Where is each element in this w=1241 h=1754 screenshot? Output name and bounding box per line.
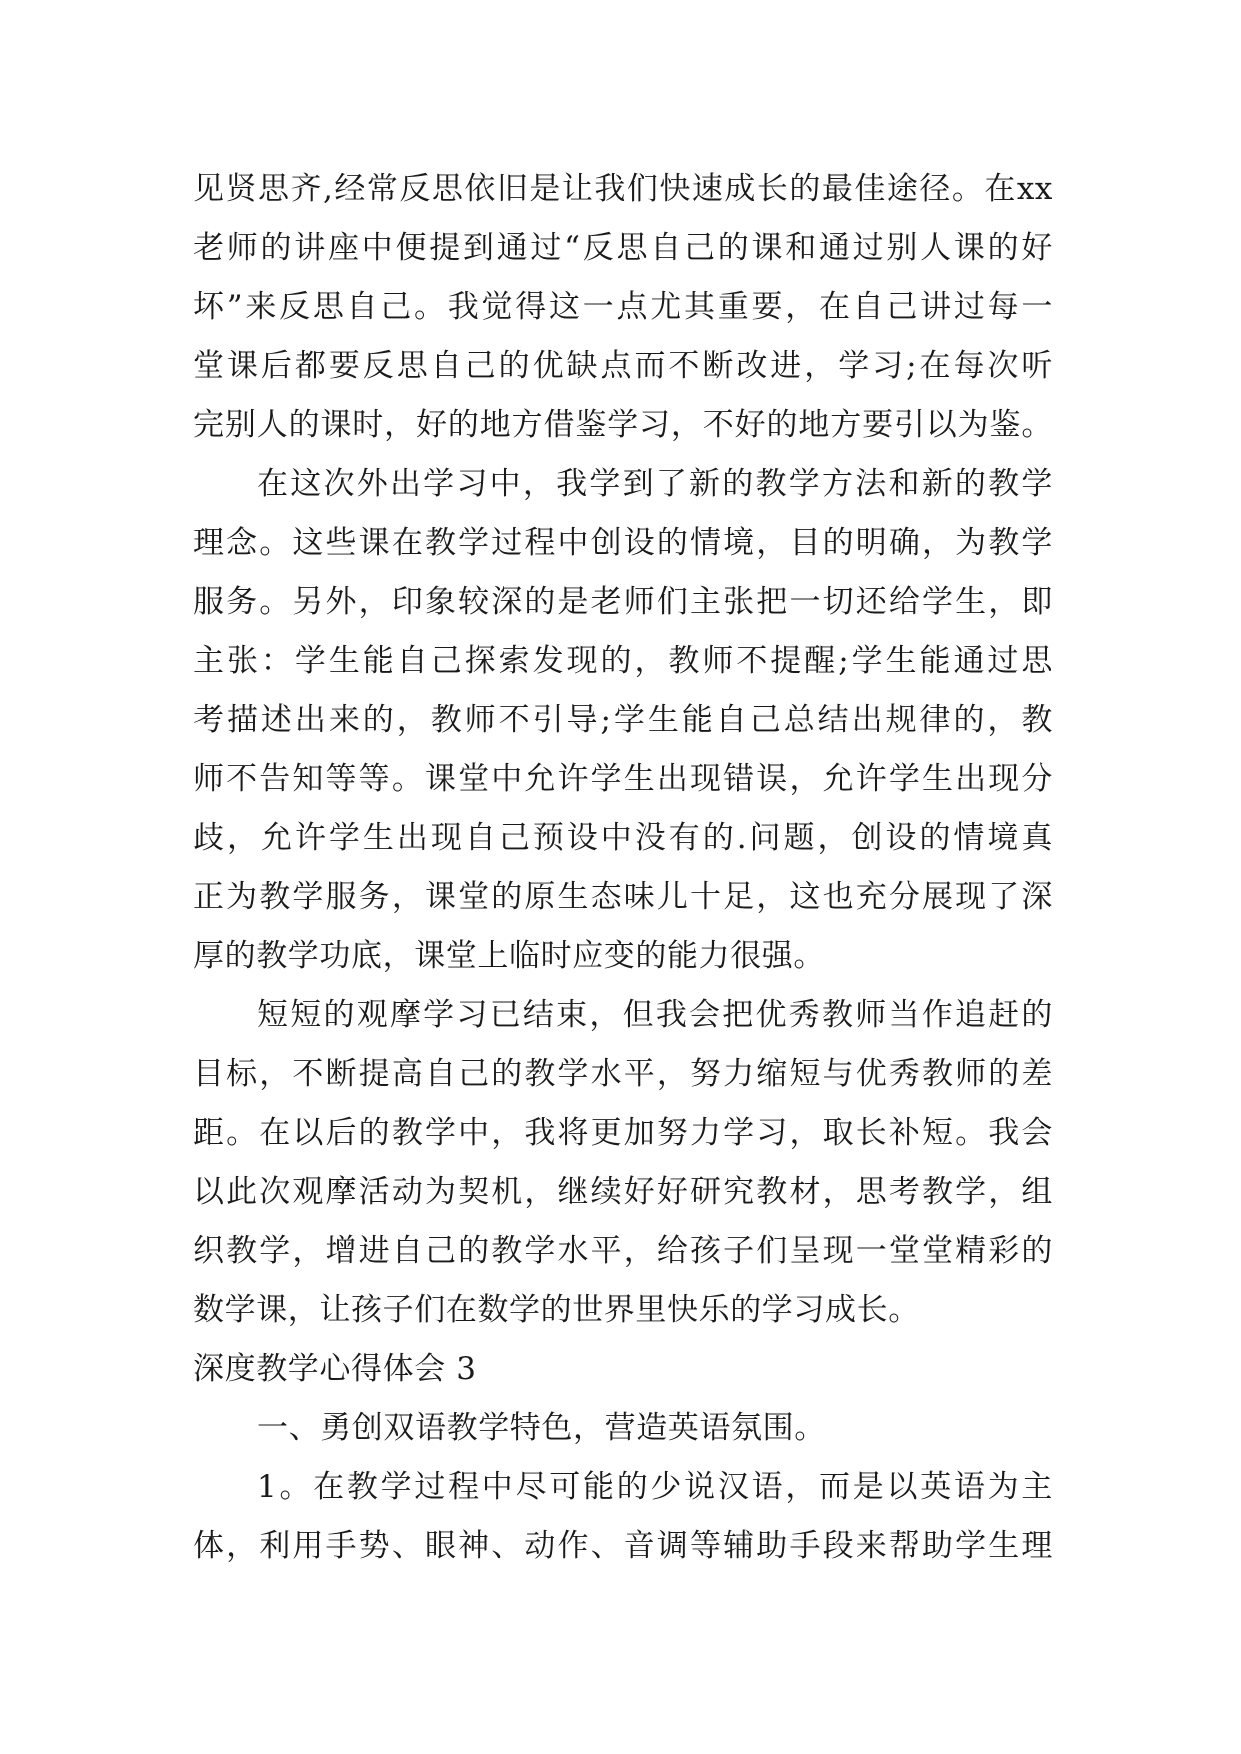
text-line: 距。在以后的教学中，我将更加努力学习，取长补短。我会	[193, 1115, 1053, 1151]
text-line: 厚的教学功底，课堂上临时应变的能力很强。	[193, 938, 825, 974]
paragraph-first-line: 短短的观摩学习已结束，但我会把优秀教师当作追赶的	[257, 997, 1053, 1033]
text-line: 数学课，让孩子们在数学的世界里快乐的学习成长。	[193, 1292, 920, 1328]
paragraph-first-line: 在这次外出学习中，我学到了新的教学方法和新的教学	[257, 466, 1053, 502]
text-line: 理念。这些课在教学过程中创设的情境，目的明确，为教学	[193, 525, 1053, 561]
paragraph-first-line: 1。在教学过程中尽可能的少说汉语，而是以英语为主	[257, 1469, 1053, 1505]
text-line: 坏”来反思自己。我觉得这一点尤其重要，在自己讲过每一	[193, 289, 1053, 325]
text-line: 主张：学生能自己探索发现的，教师不提醒;学生能通过思	[193, 643, 1053, 679]
text-line: 歧，允许学生出现自己预设中没有的.问题，创设的情境真	[193, 820, 1053, 856]
text-line: 以此次观摩活动为契机，继续好好研究教材，思考教学，组	[193, 1174, 1053, 1210]
text-line: 服务。另外，印象较深的是老师们主张把一切还给学生，即	[193, 584, 1053, 620]
subheading: 一、勇创双语教学特色，营造英语氛围。	[257, 1410, 826, 1446]
text-line: 见贤思齐,经常反思依旧是让我们快速成长的最佳途径。在xx	[193, 171, 1053, 207]
text-line: 师不告知等等。课堂中允许学生出现错误，允许学生出现分	[193, 761, 1053, 797]
text-line: 目标，不断提高自己的教学水平，努力缩短与优秀教师的差	[193, 1056, 1053, 1092]
text-line: 织教学，增进自己的教学水平，给孩子们呈现一堂堂精彩的	[193, 1233, 1053, 1269]
text-line: 考描述出来的，教师不引导;学生能自己总结出规律的，教	[193, 702, 1053, 738]
text-line: 体，利用手势、眼神、动作、音调等辅助手段来帮助学生理	[193, 1528, 1053, 1564]
text-line: 完别人的课时，好的地方借鉴学习，不好的地方要引以为鉴。	[193, 407, 1053, 443]
section-heading: 深度教学心得体会 3	[193, 1351, 477, 1387]
text-line: 正为教学服务，课堂的原生态味儿十足，这也充分展现了深	[193, 879, 1053, 915]
document-body	[193, 160, 1053, 1576]
text-line: 堂课后都要反思自己的优缺点而不断改进，学习;在每次听	[193, 348, 1053, 384]
text-line: 老师的讲座中便提到通过“反思自己的课和通过别人课的好	[193, 230, 1053, 266]
